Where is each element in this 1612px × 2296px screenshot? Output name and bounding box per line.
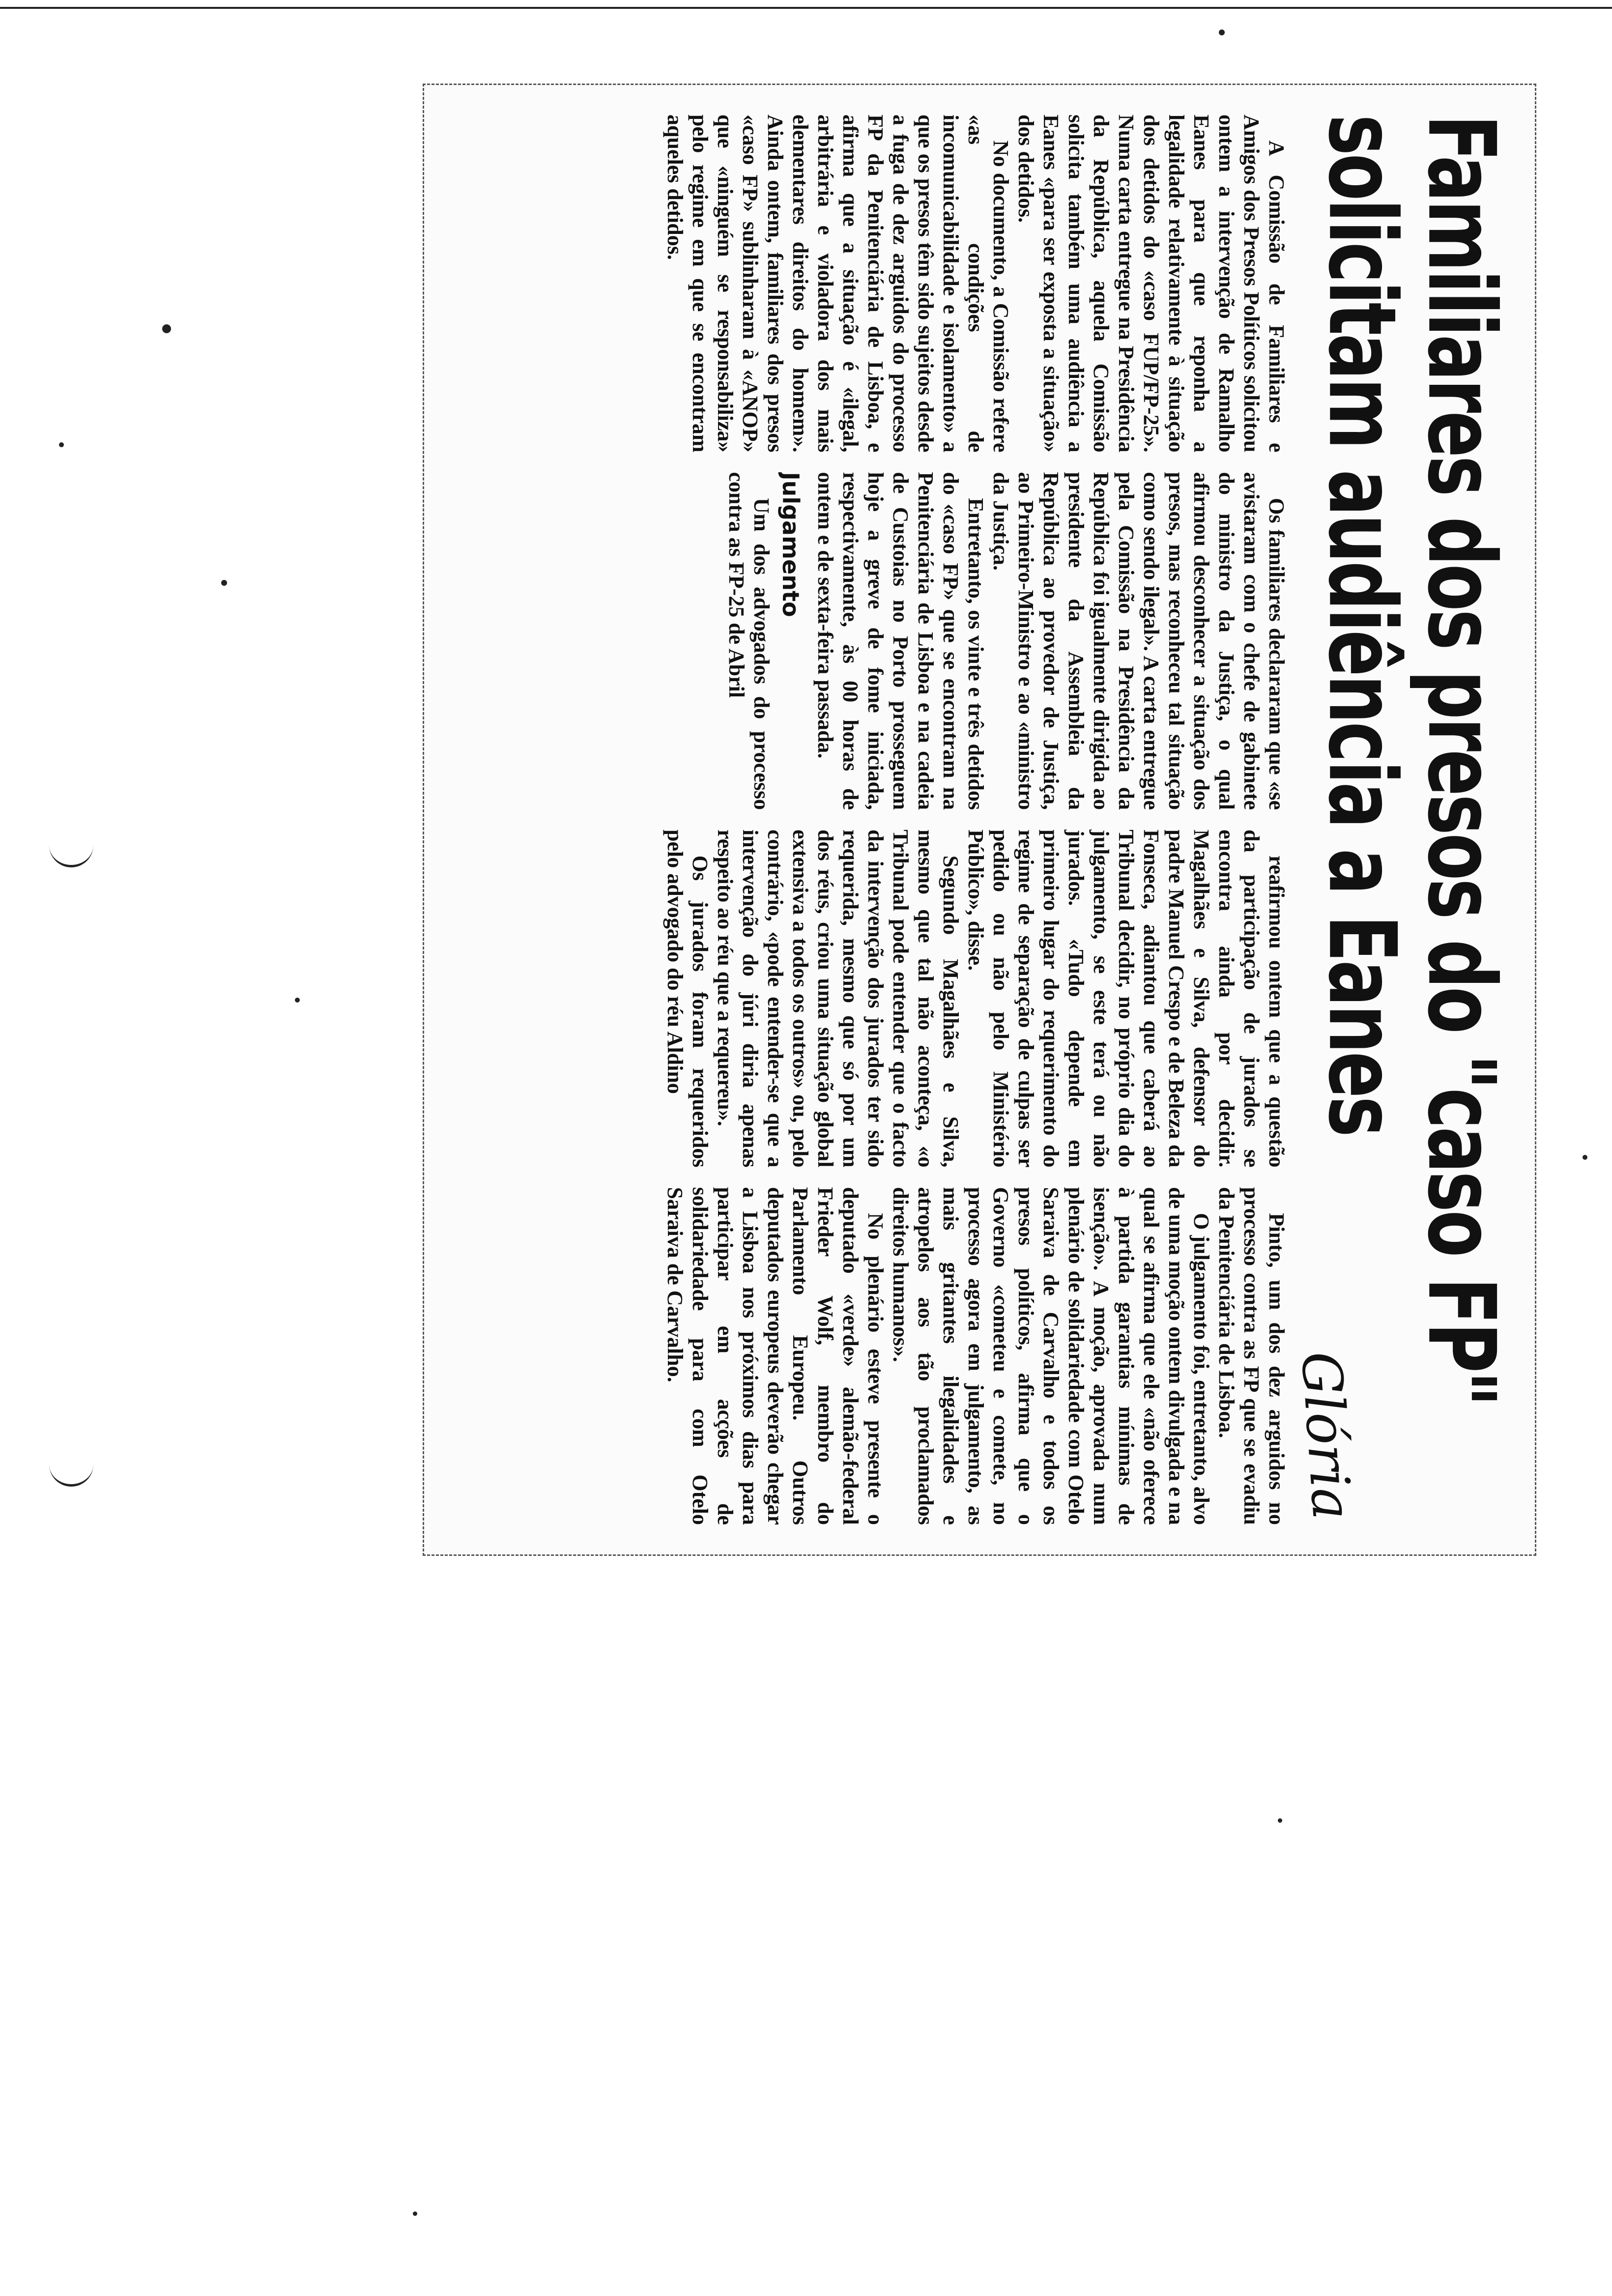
headline-line-1: Familiares dos presos do "caso FP" <box>1407 115 1515 1405</box>
paragraph: Um dos advogados do processo contra as FP-25 de Abril <box>724 472 774 810</box>
scan-speck <box>1219 29 1225 35</box>
scan-edge-mark <box>49 1455 93 1487</box>
scan-speck <box>59 442 64 447</box>
paragraph: No plenário esteve presente o deputado «verde» alemão-federal Frieder Wolf, membro do Parlamento Europeu. Outros deputados europeus deverão chegar a Lisboa nos próximos dias para participar em acções de solidariedade para com Otelo Saraiva de Carvalho. <box>663 1187 888 1525</box>
scan-speck <box>413 2211 417 2216</box>
scan-border-line <box>0 7 1612 9</box>
section-subhead: Julgamento <box>777 472 804 617</box>
paragraph: Os jurados foram requeridos pelo advogado do réu Aldino <box>663 830 712 1168</box>
scan-speck <box>1583 1155 1587 1160</box>
newspaper-clipping <box>423 84 1536 1556</box>
scan-edge-mark <box>49 835 93 867</box>
paragraph: Os familiares declararam que «se avistaram com o chefe de gabinete do ministro da Justiça, o qual afirmou desconhecer a situação dos presos, mas reconheceu tal situação como sendo ilegal». A carta entregue pela Comissão na Presidência da República foi igualmente dirigida ao presidente da Assembleia da República ao provedor de Justiça, ao Primeiro-Ministro e ao «ministro da Justiça. <box>989 472 1289 810</box>
clipping-content <box>439 100 1520 1540</box>
paragraph: reafirmou ontem que a questão da participação de jurados se encontra ainda por decidir. Magalhães e Silva, defensor do padre Manuel Crespo e de Beleza da Fonseca, adiantou que caberá ao Tribunal decidir, no próprio dia do julgamento, se este terá ou não jurados. «Tudo depende em primeiro lugar do requerimento do regime de separação de culpas ser pedido ou não pelo Ministério Público», disse. <box>964 830 1289 1168</box>
scan-speck <box>295 998 300 1003</box>
article-columns <box>473 115 1289 1525</box>
scan-speck <box>1278 1818 1282 1823</box>
article-column-4 <box>473 1187 1289 1525</box>
paragraph: Entretanto, os vinte e três detidos do «caso FP» que se encontram na Penitenciária de Lisboa e na cadeia de Custoias no Porto prosseguem hoje a greve de fome iniciada, respectivamente, às 00 horas de ontem e de sexta-feira passada. <box>813 472 988 810</box>
article-column-1 <box>473 115 1289 453</box>
scan-speck <box>162 324 171 333</box>
paragraph: O julgamento foi, entretanto, alvo de uma moção ontem divulgada e na qual se afirma que ele «não oferece à partida garantias mínimas de isenção». A moção, aprovada num plenário de solidariedade com Otelo Saraiva de Carvalho e todos os presos políticos, afirma que o Governo «cometeu e comete, no processo agora em julgamento, as mais gritantes ilegalidades e atropelos aos tão proclamados direitos humanos». <box>889 1187 1213 1525</box>
scan-speck <box>221 580 227 586</box>
handwritten-signature: Glória <box>1289 1349 1364 1522</box>
paragraph: A Comissão de Familiares e Amigos dos Presos Políticos solicitou ontem a intervenção de Ramalho Eanes para que reponha a legalidade relativamente à situação dos detidos do «caso FUP/FP-25». Numa carta entregue na Presidência da República, aquela Comissão solicita também uma audiência a Eanes «para ser exposta a situação» dos detidos. <box>1014 115 1289 453</box>
headline-line-2: solicitam audiência a Eanes <box>1307 115 1416 1135</box>
article-column-2 <box>473 472 1289 810</box>
article-column-3 <box>473 830 1289 1168</box>
paragraph: Pinto, um dos dez arguidos no processo contra as FP que se evadiu da Penitenciária de Lisboa. <box>1214 1187 1289 1525</box>
paragraph: Segundo Magalhães e Silva, mesmo que tal não aconteça, «o Tribunal pode entender que o facto da intervenção dos jurados ter sido requerida, mesmo que só por um dos réus, criou uma situação global extensiva a todos os outros» ou, pelo contrário, «pode entender-se que a intervenção do júri diria apenas respeito ao réu que a requereu». <box>713 830 963 1168</box>
paragraph: No documento, a Comissão refere «as condições de incomunicabilidade e isolamento» a que os presos têm sido sujeitos desde a fuga de dez arguidos do processo FP da Penitenciária de Lisboa, e afirma que a situação é «ilegal, arbitrária e violadora dos mais elementares direitos do homem». Ainda ontem, familiares dos presos «caso FP» sublinharam à «ANOP» que «ninguém se responsabiliza» pelo regime em que se encontram aqueles detidos. <box>663 115 1013 453</box>
headline-block <box>1304 115 1515 1525</box>
